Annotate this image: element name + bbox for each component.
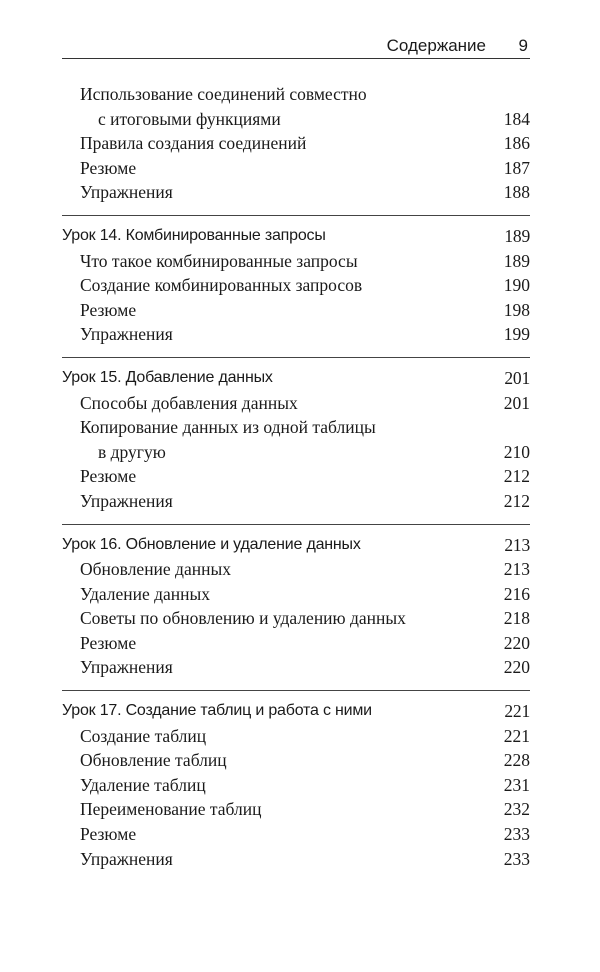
toc-entry-label: Упражнения xyxy=(80,657,173,678)
toc-entry xyxy=(62,180,530,205)
toc-entry-page: 198 xyxy=(503,299,530,320)
toc-entry-label: Копирование данных из одной таблицы xyxy=(80,417,376,438)
toc-lesson-title: Урок 14. Комбинированные запросы xyxy=(62,226,326,244)
toc-entry xyxy=(62,489,530,514)
toc-entry xyxy=(62,606,530,631)
toc-entry-page: 201 xyxy=(503,392,530,413)
toc-entry-label: Обновление данных xyxy=(80,559,231,580)
toc-entry xyxy=(62,156,530,181)
toc-entry-label: Удаление таблиц xyxy=(80,774,206,795)
toc-entry-page: 213 xyxy=(503,559,530,580)
toc-entry-page: 184 xyxy=(503,108,530,129)
toc-entry-label: Правила создания соединений xyxy=(80,133,307,154)
toc-entry-page: 233 xyxy=(503,824,530,845)
toc-entry-page: 221 xyxy=(504,701,530,722)
toc-entry-page: 213 xyxy=(504,534,530,555)
toc-entry-label-continuation: в другую xyxy=(98,441,166,462)
toc-entry-label: Переименование таблиц xyxy=(80,799,262,820)
toc-entry-label: Упражнения xyxy=(80,324,173,345)
section-divider xyxy=(62,514,530,525)
toc-lesson-heading xyxy=(62,533,530,558)
toc-entry-continuation xyxy=(62,107,530,132)
header-page-number: 9 xyxy=(518,36,528,55)
toc-entry xyxy=(62,582,530,607)
toc-entry-label: Резюме xyxy=(80,632,137,653)
toc-entry xyxy=(62,655,530,680)
section-divider xyxy=(62,680,530,691)
toc-entry-page: 190 xyxy=(503,275,530,296)
toc-entry-label-continuation: с итоговыми функциями xyxy=(98,108,281,129)
toc-entry xyxy=(62,822,530,847)
toc-entry-page: 232 xyxy=(503,799,530,820)
toc-entry-page: 189 xyxy=(504,225,530,246)
toc-lesson-heading xyxy=(62,366,530,391)
toc-entry-page: 199 xyxy=(503,324,530,345)
toc-entry-page: 188 xyxy=(503,182,530,203)
toc-entry-page: 212 xyxy=(503,490,530,511)
toc-entry xyxy=(62,464,530,489)
toc-entry-page: 189 xyxy=(503,250,530,271)
toc-entry xyxy=(62,847,530,872)
toc-entry xyxy=(62,322,530,347)
toc-entry xyxy=(62,273,530,298)
toc-entry-page: 210 xyxy=(503,441,530,462)
toc-entry xyxy=(62,391,530,416)
toc-entry-page: 220 xyxy=(503,657,530,678)
running-header xyxy=(62,34,530,59)
toc-entry xyxy=(62,415,530,440)
toc-entry xyxy=(62,298,530,323)
toc-entry-label: Упражнения xyxy=(80,182,173,203)
toc-entry-page: 187 xyxy=(503,157,530,178)
toc-lesson-title: Урок 15. Добавление данных xyxy=(62,368,273,386)
toc-entry-continuation xyxy=(62,440,530,465)
toc-entry-page: 221 xyxy=(503,725,530,746)
toc-entry xyxy=(62,773,530,798)
toc-entry-label: Резюме xyxy=(80,824,137,845)
toc-entry xyxy=(62,748,530,773)
toc-entry xyxy=(62,557,530,582)
toc-lesson-title: Урок 17. Создание таблиц и работа с ними xyxy=(62,702,372,720)
toc-entry-page: 186 xyxy=(503,133,530,154)
toc-entry-page: 212 xyxy=(503,466,530,487)
toc-entry-label: Способы добавления данных xyxy=(80,392,298,413)
toc-entry-page: 231 xyxy=(503,774,530,795)
section-divider xyxy=(62,347,530,358)
toc-lesson-heading xyxy=(62,224,530,249)
toc-entry-label: Резюме xyxy=(80,466,137,487)
toc-entry-page: 201 xyxy=(504,367,530,388)
table-of-contents xyxy=(62,82,530,871)
toc-entry-label: Обновление таблиц xyxy=(80,750,227,771)
toc-entry-label: Что такое комбинированные запросы xyxy=(80,250,358,271)
toc-entry-label: Резюме xyxy=(80,157,137,178)
toc-entry xyxy=(62,797,530,822)
toc-entry-page: 216 xyxy=(503,583,530,604)
toc-entry-label: Использование соединений совместно xyxy=(80,84,367,104)
toc-entry-page: 228 xyxy=(503,750,530,771)
toc-entry xyxy=(62,82,530,107)
toc-entry xyxy=(62,249,530,274)
toc-entry-page: 218 xyxy=(503,608,530,629)
toc-entry-page: 233 xyxy=(503,848,530,869)
toc-entry xyxy=(62,631,530,656)
toc-entry xyxy=(62,131,530,156)
toc-entry-label: Создание комбинированных запросов xyxy=(80,275,363,296)
toc-lesson-title: Урок 16. Обновление и удаление данных xyxy=(62,535,361,553)
toc-lesson-heading xyxy=(62,699,530,724)
toc-entry-page: 220 xyxy=(503,632,530,653)
toc-entry-label: Резюме xyxy=(80,299,137,320)
toc-entry-label: Упражнения xyxy=(80,848,173,869)
toc-entry-label: Создание таблиц xyxy=(80,725,207,746)
section-divider xyxy=(62,205,530,216)
header-title: Содержание xyxy=(386,36,486,55)
toc-entry-label: Советы по обновлению и удалению данных xyxy=(80,608,406,629)
toc-entry-label: Упражнения xyxy=(80,490,173,511)
toc-entry-label: Удаление данных xyxy=(80,583,211,604)
toc-entry xyxy=(62,724,530,749)
